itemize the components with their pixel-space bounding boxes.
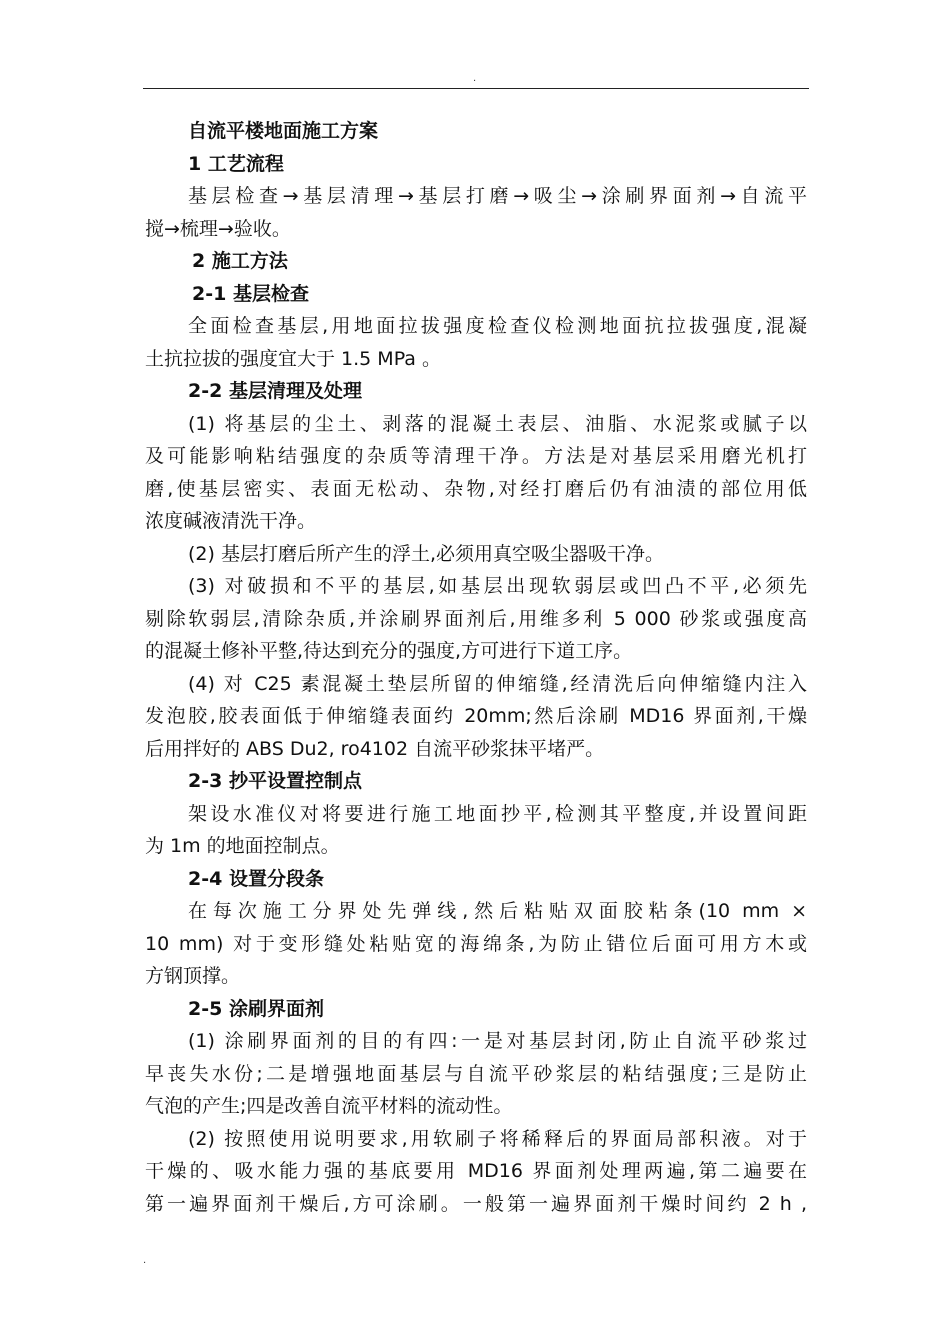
text-line: 基层检查→基层清理→基层打磨→吸尘→涂刷界面剂→自流平 xyxy=(188,185,807,207)
text-line: (3) 对破损和不平的基层,如基层出现软弱层或凹凸不平,必须先 xyxy=(188,575,807,597)
text-line: 浓度碱液清洗干净。 xyxy=(145,510,317,532)
text-line: 发泡胶,胶表面低于伸缩缝表面约 20mm;然后涂刷 MD16 界面剂,干燥 xyxy=(145,705,807,727)
text-line: (2) 按照使用说明要求,用软刷子将稀释后的界面局部积液。对于 xyxy=(188,1127,807,1150)
text-line: 干燥的、吸水能力强的基底要用 MD16 界面剂处理两遍,第二遍要在 xyxy=(145,1160,807,1182)
text-line: 的混凝土修补平整,待达到充分的强度,方可进行下道工序。 xyxy=(145,640,633,662)
text-line: 在每次施工分界处先弹线,然后粘贴双面胶粘条(10 mm × xyxy=(188,900,807,922)
subsection-heading-2-4: 2-4 设置分段条 xyxy=(188,867,324,890)
text-line: 为 1m 的地面控制点。 xyxy=(145,835,340,857)
header-dot: . xyxy=(473,73,477,84)
subsection-heading-2-2: 2-2 基层清理及处理 xyxy=(188,380,362,402)
text-line: 全面检查基层,用地面拉拔强度检查仪检测地面抗拉拔强度,混凝 xyxy=(188,315,807,337)
text-line: 后用拌好的 ABS Du2, ro4102 自流平砂浆抹平堵严。 xyxy=(145,737,605,760)
text-line: 方钢顶撑。 xyxy=(145,965,241,987)
text-line: 土抗拉拔的强度宜大于 1.5 MPa 。 xyxy=(145,347,441,370)
text-line: 10 mm) 对于变形缝处粘贴宽的海绵条,为防止错位后面可用方木或 xyxy=(145,932,807,955)
text-line: (2) 基层打磨后所产生的浮土,必须用真空吸尘器吸干净。 xyxy=(188,542,664,565)
text-line: 气泡的产生;四是改善自流平材料的流动性。 xyxy=(145,1095,513,1117)
text-line: 搅→梳理→验收。 xyxy=(145,217,291,240)
text-line: 第一遍界面剂干燥后,方可涂刷。一般第一遍界面剂干燥时间约 2 h , xyxy=(145,1192,807,1215)
text-line: 剔除软弱层,清除杂质,并涂刷界面剂后,用维多利 5 000 砂浆或强度高 xyxy=(145,607,807,630)
section-heading-2: 2 施工方法 xyxy=(192,250,288,272)
document-body xyxy=(145,115,807,1220)
subsection-heading-2-3: 2-3 抄平设置控制点 xyxy=(188,770,362,792)
text-line: 早丧失水份;二是增强地面基层与自流平砂浆层的粘结强度;三是防止 xyxy=(145,1062,807,1085)
subsection-heading-2-1: 2-1 基层检查 xyxy=(192,282,309,305)
document-title: 自流平楼地面施工方案 xyxy=(188,120,379,142)
text-line: (1) 将基层的尘土、剥落的混凝土表层、油脂、水泥浆或腻子以 xyxy=(188,412,807,435)
text-line: 架设水准仪对将要进行施工地面抄平,检测其平整度,并设置间距 xyxy=(188,802,807,825)
text-line: 及可能影响粘结强度的杂质等清理干净。方法是对基层采用磨光机打 xyxy=(145,445,807,467)
section-heading-1: 1 工艺流程 xyxy=(188,152,284,175)
subsection-heading-2-5: 2-5 涂刷界面剂 xyxy=(188,997,324,1020)
header-rule xyxy=(143,88,809,89)
footer-dot: . xyxy=(143,1255,147,1266)
text-line: 磨,使基层密实、表面无松动、杂物,对经打磨后仍有油渍的部位用低 xyxy=(145,477,807,500)
text-line: (4) 对 C25 素混凝土垫层所留的伸缩缝,经清洗后向伸缩缝内注入 xyxy=(188,672,807,695)
text-line: (1) 涂刷界面剂的目的有四:一是对基层封闭,防止自流平砂浆过 xyxy=(188,1030,807,1052)
